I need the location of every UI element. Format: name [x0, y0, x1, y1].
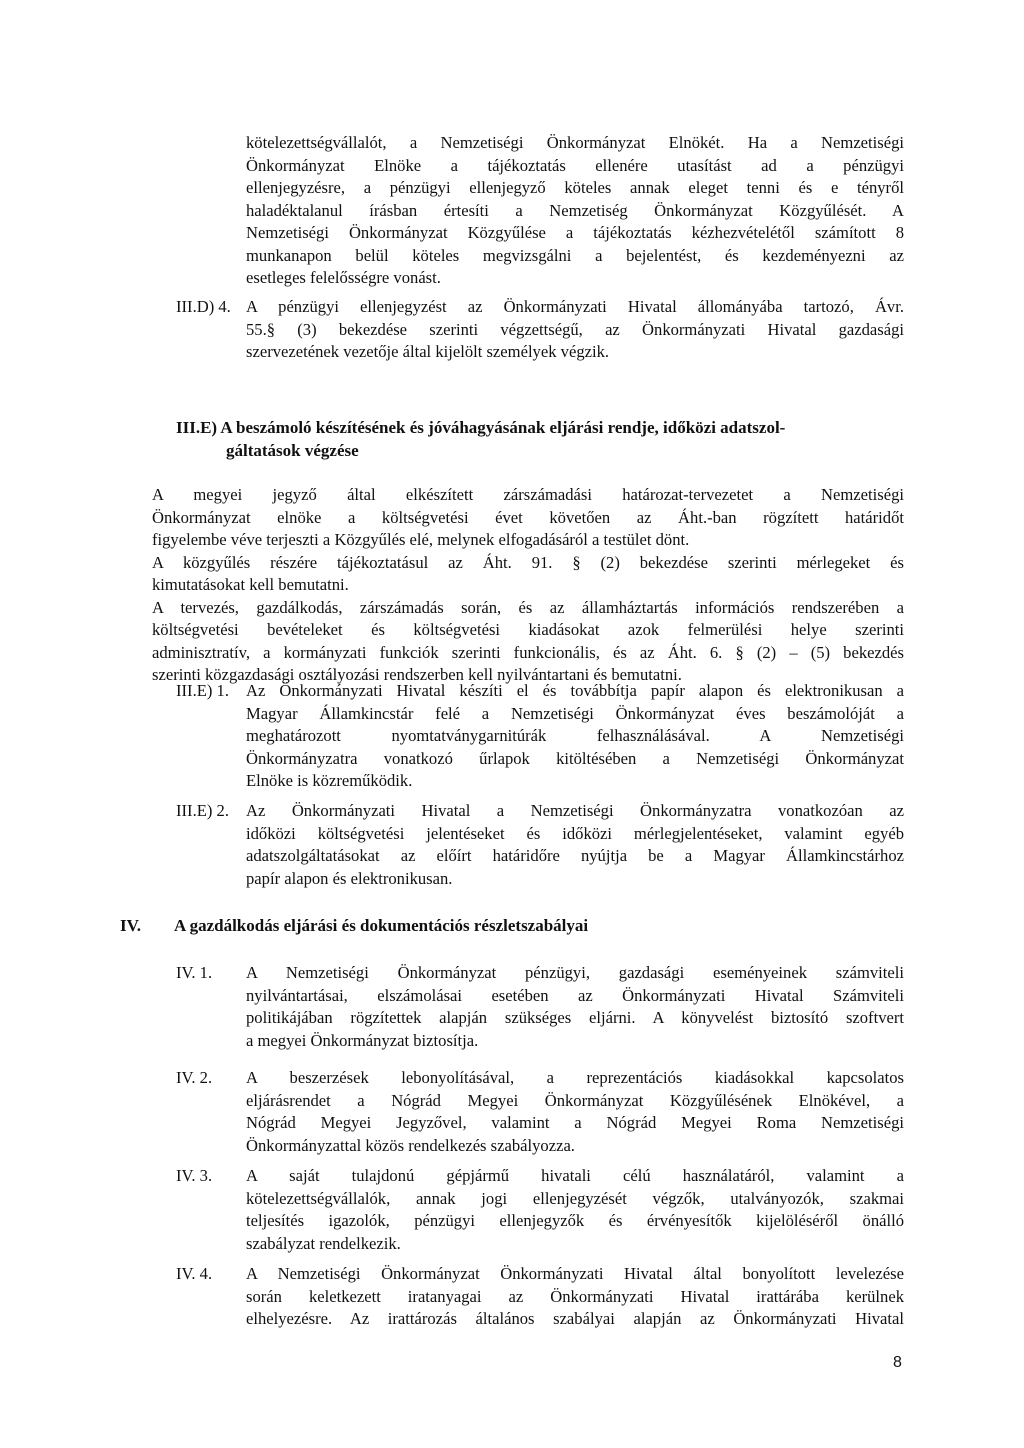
item-text-iv1 [246, 962, 904, 1052]
heading-number: IV. [120, 916, 141, 935]
text-line: esetleges felelősségre vonást. [246, 268, 441, 287]
item-text-iv4 [246, 1263, 904, 1331]
text-line: papír alapon és elektronikusan. [246, 868, 453, 888]
heading-line: gáltatások végzése [226, 441, 359, 460]
text-line: Az Önkormányzati Hivatal készíti el és továbbítja papír alapon és elektronikusan a [246, 681, 904, 700]
continuation-paragraph [246, 132, 904, 290]
text-line: A saját tulajdonú gépjármű hivatali célú használatáról, valamint a [246, 1166, 904, 1185]
text-line: a megyei Önkormányzat biztosítja. [246, 1030, 479, 1050]
item-text-iv3 [246, 1165, 904, 1255]
text-line: elhelyezésre. Az irattározás általános szabályai alapján az Önkormányzati Hivatal [246, 1309, 904, 1328]
text-line: nyilvántartásai, elszámolásai esetében az Önkormányzati Hivatal Számviteli [246, 985, 904, 1005]
item-label-d4: III.D) 4. [176, 297, 231, 316]
text-line: Nógrád Megyei Jegyzővel, valamint a Nógrád Megyei Roma Nemzetiségi [246, 1113, 904, 1132]
text-line: eljárásrendet a Nógrád Megyei Önkormányzat Közgyűlésének Elnökével, a [246, 1090, 904, 1110]
text-line: politikájában rögzítettek alapján szükséges eljárni. A könyvelést biztosító szoftvert [246, 1008, 904, 1027]
text-line: adatszolgáltatásokat az előírt határidőre nyújtja be a Magyar Államkincstárhoz [246, 846, 904, 865]
text-line: Önkormányzat elnöke a költségvetési évet követően az Áht.-ban rögzített határidőt [152, 507, 904, 527]
text-line: kötelezettségvállalót, a Nemzetiségi Önkormányzat Elnökét. Ha a Nemzetiségi [246, 133, 904, 152]
text-line: költségvetési bevételeket és költségvetési kiadásokat azok felmerülési helye szerinti [152, 620, 904, 639]
item-label-iv4: IV. 4. [176, 1264, 213, 1283]
text-line: kötelezettségvállalók, annak jogi ellenjegyzését végzők, utalványozók, szakmai [246, 1188, 904, 1208]
text-line: Az Önkormányzati Hivatal a Nemzetiségi Önkormányzatra vonatkozóan az [246, 801, 904, 820]
text-line: A közgyűlés részére tájékoztatásul az Áht. 91. § (2) bekezdése szerinti mérlegeket és [152, 552, 904, 572]
text-line: kimutatásokat kell bemutatni. [152, 575, 349, 594]
item-label-e2: III.E) 2. [176, 801, 229, 820]
text-line: szerinti közgazdasági osztályozási rendszerben kell nyilvántartani és bemutatni. [152, 665, 682, 684]
page-number: 8 [893, 1354, 902, 1371]
text-line: Önkormányzatra vonatkozó űrlapok kitöltésében a Nemzetiségi Önkormányzat [246, 748, 904, 768]
item-label-iv3: IV. 3. [176, 1166, 213, 1185]
item-text-d4 [246, 296, 904, 364]
text-line: időközi költségvetési jelentéseket és időközi mérlegjelentéseket, valamint egyéb [246, 823, 904, 843]
item-label-iv2: IV. 2. [176, 1068, 213, 1087]
heading-line: III.E) A beszámoló készítésének és jóváhagyásának eljárási rendje, időközi adatszol- [176, 418, 786, 437]
text-line: A pénzügyi ellenjegyzést az Önkormányzati Hivatal állományába tartozó, Ávr. [246, 297, 904, 316]
section-heading-iv [120, 914, 910, 937]
text-line: haladéktalanul írásban értesíti a Nemzetiség Önkormányzat Közgyűlését. A [246, 200, 904, 220]
text-line: szabályzat rendelkezik. [246, 1233, 401, 1253]
text-line: A Nemzetiségi Önkormányzat Önkormányzati Hivatal által bonyolított levelezése [246, 1264, 904, 1283]
text-line: Önkormányzat Elnöke a tájékoztatás ellenére utasítást ad a pénzügyi [246, 155, 904, 175]
text-line: munkanapon belül köteles megvizsgálni a bejelentést, és kezdeményezni az [246, 245, 904, 265]
item-label-iv1: IV. 1. [176, 963, 213, 982]
item-text-e1 [246, 680, 904, 793]
text-line: Magyar Államkincstár felé a Nemzetiségi Önkormányzat éves beszámolóját a [246, 703, 904, 723]
paragraph-e1 [152, 484, 904, 687]
text-line: ellenjegyzésre, a pénzügyi ellenjegyző köteles annak eleget tenni és e tényről [246, 178, 904, 197]
text-line: figyelembe véve terjeszti a Közgyűlés elé, melynek elfogadásáról a testület dönt. [152, 530, 690, 549]
text-line: A Nemzetiségi Önkormányzat pénzügyi, gazdasági eseményeinek számviteli [246, 963, 904, 982]
text-line: szervezetének vezetője által kijelölt személyek végzik. [246, 342, 610, 361]
text-line: A tervezés, gazdálkodás, zárszámadás során, és az államháztartás információs rendszerében a [152, 597, 904, 617]
item-label-e1: III.E) 1. [176, 681, 229, 700]
item-text-e2 [246, 800, 904, 890]
text-line: meghatározott nyomtatványgarnitúrák felhasználásával. A Nemzetiségi [246, 726, 904, 745]
text-line: Nemzetiségi Önkormányzat Közgyűlése a tájékoztatás kézhezvételétől számított 8 [246, 223, 904, 242]
section-heading-iii-e [176, 416, 906, 462]
text-line: A megyei jegyző által elkészített zárszámadási határozat-tervezetet a Nemzetiségi [152, 485, 904, 504]
heading-text: A gazdálkodás eljárási és dokumentációs részletszabályai [174, 916, 589, 935]
text-line: adminisztratív, a kormányzati funkciók szerinti funkcionális, és az Áht. 6. § (2) – (5) bekezdés [152, 642, 904, 662]
text-line: során keletkezett iratanyagai az Önkormányzati Hivatal irattárába kerülnek [246, 1286, 904, 1306]
text-line: Önkormányzattal közös rendelkezés szabályozza. [246, 1135, 575, 1155]
item-text-iv2 [246, 1067, 904, 1157]
text-line: 55.§ (3) bekezdése szerinti végzettségű, az Önkormányzati Hivatal gazdasági [246, 319, 904, 339]
text-line: A beszerzések lebonyolításával, a reprezentációs kiadásokkal kapcsolatos [246, 1068, 904, 1087]
text-line: Elnöke is közreműködik. [246, 771, 413, 790]
text-line: teljesítés igazolók, pénzügyi ellenjegyzők és érvényesítők kijelöléséről önálló [246, 1211, 904, 1230]
